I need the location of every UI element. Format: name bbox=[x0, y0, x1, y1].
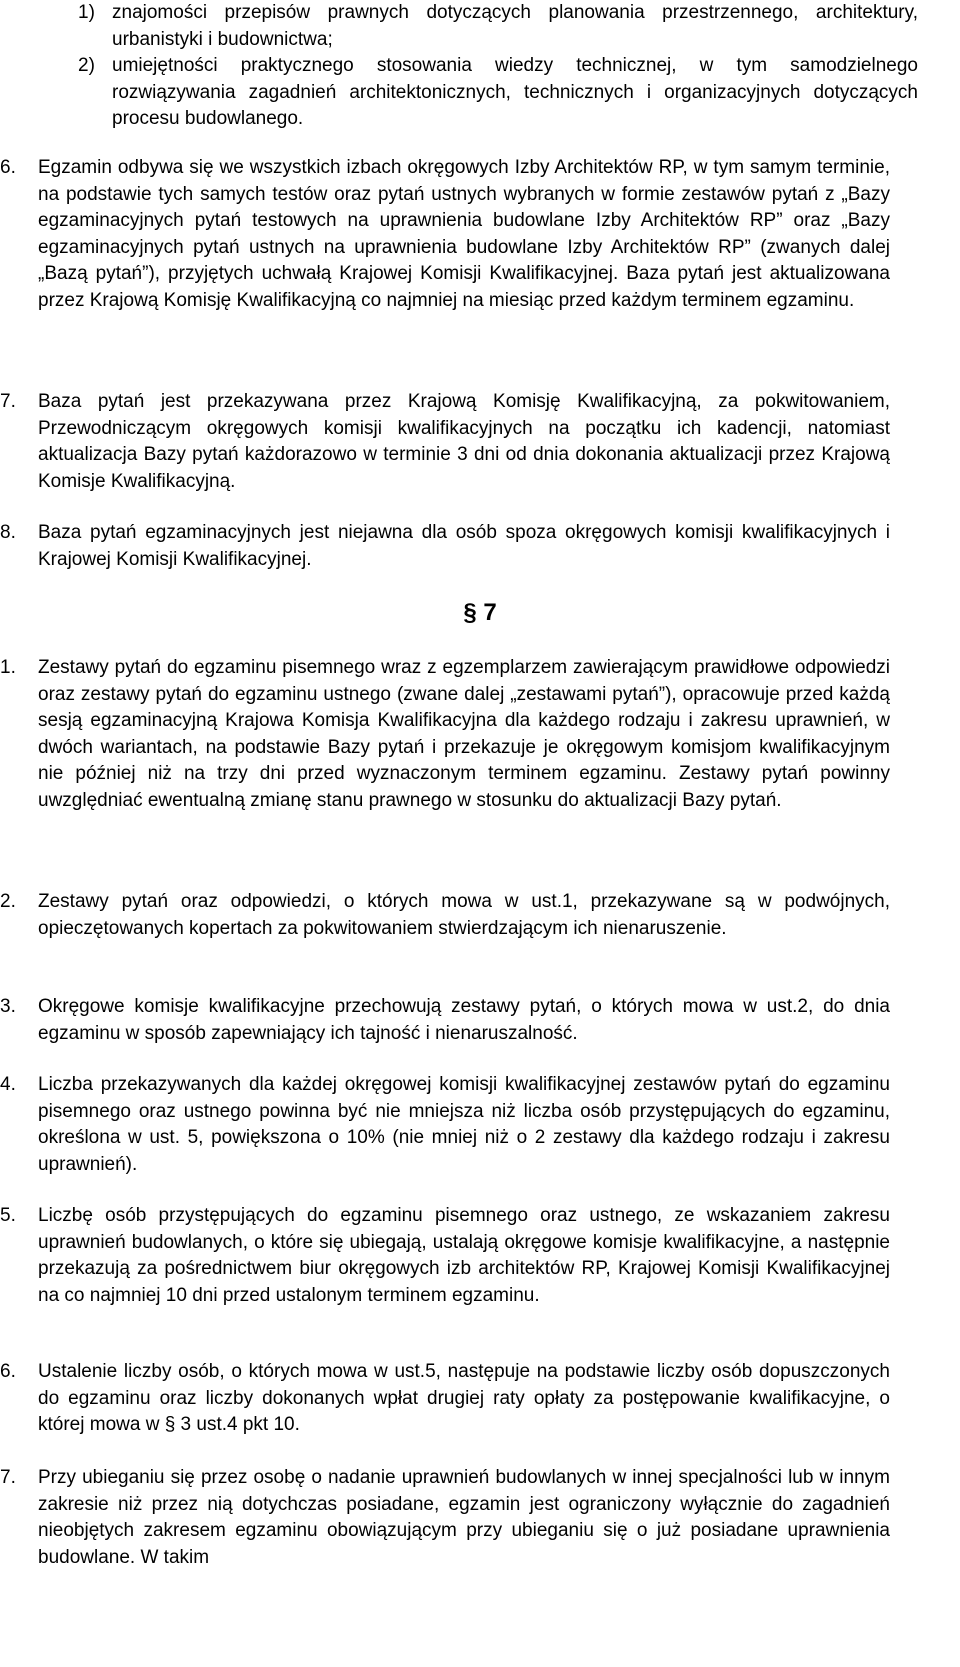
list-item-2 bbox=[78, 53, 918, 133]
paragraph-number: 2. bbox=[0, 891, 16, 912]
paragraph-text: Baza pytań jest przekazywana przez Krajową Komisję Kwalifikacyjną, za pokwitowaniem, Przewodniczącym okręgowych komisji kwalifikacyjnych na początku ich kadencji, natomiast aktualizacja Bazy pytań każdorazowo w terminie 3 dni od dnia dokonania aktualizacji przez Krajową Komisje Kwalifikacyjną. bbox=[38, 391, 890, 492]
list-item-text: umiejętności praktycznego stosowania wiedzy technicznej, w tym samodzielnego rozwiązywania zagadnień architektonicznych, technicznych i organizacyjnych dotyczących procesu budowlanego. bbox=[112, 55, 918, 130]
paragraph-s7-3 bbox=[0, 994, 890, 1047]
paragraph-number: 6. bbox=[0, 1361, 16, 1382]
list-item-text: znajomości przepisów prawnych dotyczących planowania przestrzennego, architektury, urbanistyki i budownictwa; bbox=[112, 2, 918, 50]
paragraph-8 bbox=[0, 520, 890, 573]
list-item-number: 1) bbox=[78, 2, 95, 23]
paragraph-s7-4 bbox=[0, 1072, 890, 1178]
paragraph-text: Zestawy pytań oraz odpowiedzi, o których mowa w ust.1, przekazywane są w podwójnych, opieczętowanych kopertach za pokwitowaniem stwierdzającym ich nienaruszenie. bbox=[38, 891, 890, 939]
paragraph-text: Zestawy pytań do egzaminu pisemnego wraz z egzemplarzem zawierającym prawidłowe odpowiedzi oraz zestawy pytań do egzaminu ustnego (zwane dalej „zestawami pytań”), opracowuje przed każdą sesją egzaminacyjną Krajowa Komisja Kwalifikacyjna dla każdego rodzaju i zakresu uprawnień, w dwóch wariantach, na podstawie Bazy pytań i przekazuje je okręgowym komisjom kwalifikacyjnym nie później niż na trzy dni przed wyznaczonym terminem egzaminu. Zestawy pytań powinny uwzględniać ewentualną zmianę stanu prawnego w stosunku do aktualizacji Bazy pytań. bbox=[38, 657, 890, 811]
paragraph-number: 7. bbox=[0, 1467, 16, 1488]
paragraph-text: Baza pytań egzaminacyjnych jest niejawna dla osób spoza okręgowych komisji kwalifikacyjnych i Krajowej Komisji Kwalifikacyjnej. bbox=[38, 522, 890, 570]
paragraph-number: 7. bbox=[0, 391, 16, 412]
paragraph-number: 6. bbox=[0, 157, 16, 178]
paragraph-6 bbox=[0, 155, 890, 315]
paragraph-text: Ustalenie liczby osób, o których mowa w ust.5, następuje na podstawie liczby osób dopuszczonych do egzaminu oraz liczby dokonanych wpłat drugiej raty opłaty za postępowanie kwalifikacyjne, o której mowa w § 3 ust.4 pkt 10. bbox=[38, 1361, 890, 1436]
list-item-1 bbox=[78, 0, 918, 53]
paragraph-text: Przy ubieganiu się przez osobę o nadanie uprawnień budowlanych w innej specjalności lub w innym zakresie niż przez nią dotychczas posiadane, egzamin jest ograniczony wyłącznie do zagadnień nieobjętych zakresem egzaminu obowiązującym przy ubieganiu się o już posiadane uprawnienia budowlane. W takim bbox=[38, 1467, 890, 1568]
section-heading: § 7 bbox=[463, 599, 497, 626]
list-item-number: 2) bbox=[78, 55, 95, 76]
paragraph-text: Liczbę osób przystępujących do egzaminu pisemnego oraz ustnego, ze wskazaniem zakresu uprawnień budowlanych, o które się ubiegają, ustalają okręgowe komisje kwalifikacyjne, a następnie przekazują za pośrednictwem biur okręgowych izb architektów RP, Krajowej Komisji Kwalifikacyjnej na co najmniej 10 dni przed ustalonym terminem egzaminu. bbox=[38, 1205, 890, 1306]
paragraph-s7-2 bbox=[0, 889, 890, 942]
paragraph-number: 8. bbox=[0, 522, 16, 543]
paragraph-7 bbox=[0, 389, 890, 495]
paragraph-s7-5 bbox=[0, 1203, 890, 1309]
paragraph-number: 1. bbox=[0, 657, 16, 678]
paragraph-text: Liczba przekazywanych dla każdej okręgowej komisji kwalifikacyjnej zestawów pytań do egzaminu pisemnego oraz ustnego powinna być nie mniejsza niż liczba osób przystępujących do egzaminu, określona w ust. 5, powiększona o 10% (nie mniej niż o 2 zestawy dla każdego rodzaju i zakresu uprawnień). bbox=[38, 1074, 890, 1175]
paragraph-number: 5. bbox=[0, 1205, 16, 1226]
paragraph-number: 3. bbox=[0, 996, 16, 1017]
paragraph-s7-1 bbox=[0, 655, 890, 815]
paragraph-text: Okręgowe komisje kwalifikacyjne przechowują zestawy pytań, o których mowa w ust.2, do dnia egzaminu w sposób zapewniający ich tajność i nienaruszalność. bbox=[38, 996, 890, 1044]
paragraph-number: 4. bbox=[0, 1074, 16, 1095]
paragraph-s7-7 bbox=[0, 1465, 890, 1571]
paragraph-s7-6 bbox=[0, 1359, 890, 1439]
paragraph-text: Egzamin odbywa się we wszystkich izbach okręgowych Izby Architektów RP, w tym samym terminie, na podstawie tych samych testów oraz pytań ustnych wybranych w formie zestawów pytań z „Bazy egzaminacyjnych pytań testowych na uprawnienia budowlane Izby Architektów RP” oraz „Bazy egzaminacyjnych pytań ustnych na uprawnienia budowlane Izby Architektów RP” (zwanych dalej „Bazą pytań”), przyjętych uchwałą Krajowej Komisji Kwalifikacyjnej. Baza pytań jest aktualizowana przez Krajową Komisję Kwalifikacyjną co najmniej na miesiąc przed każdym terminem egzaminu. bbox=[38, 157, 890, 311]
